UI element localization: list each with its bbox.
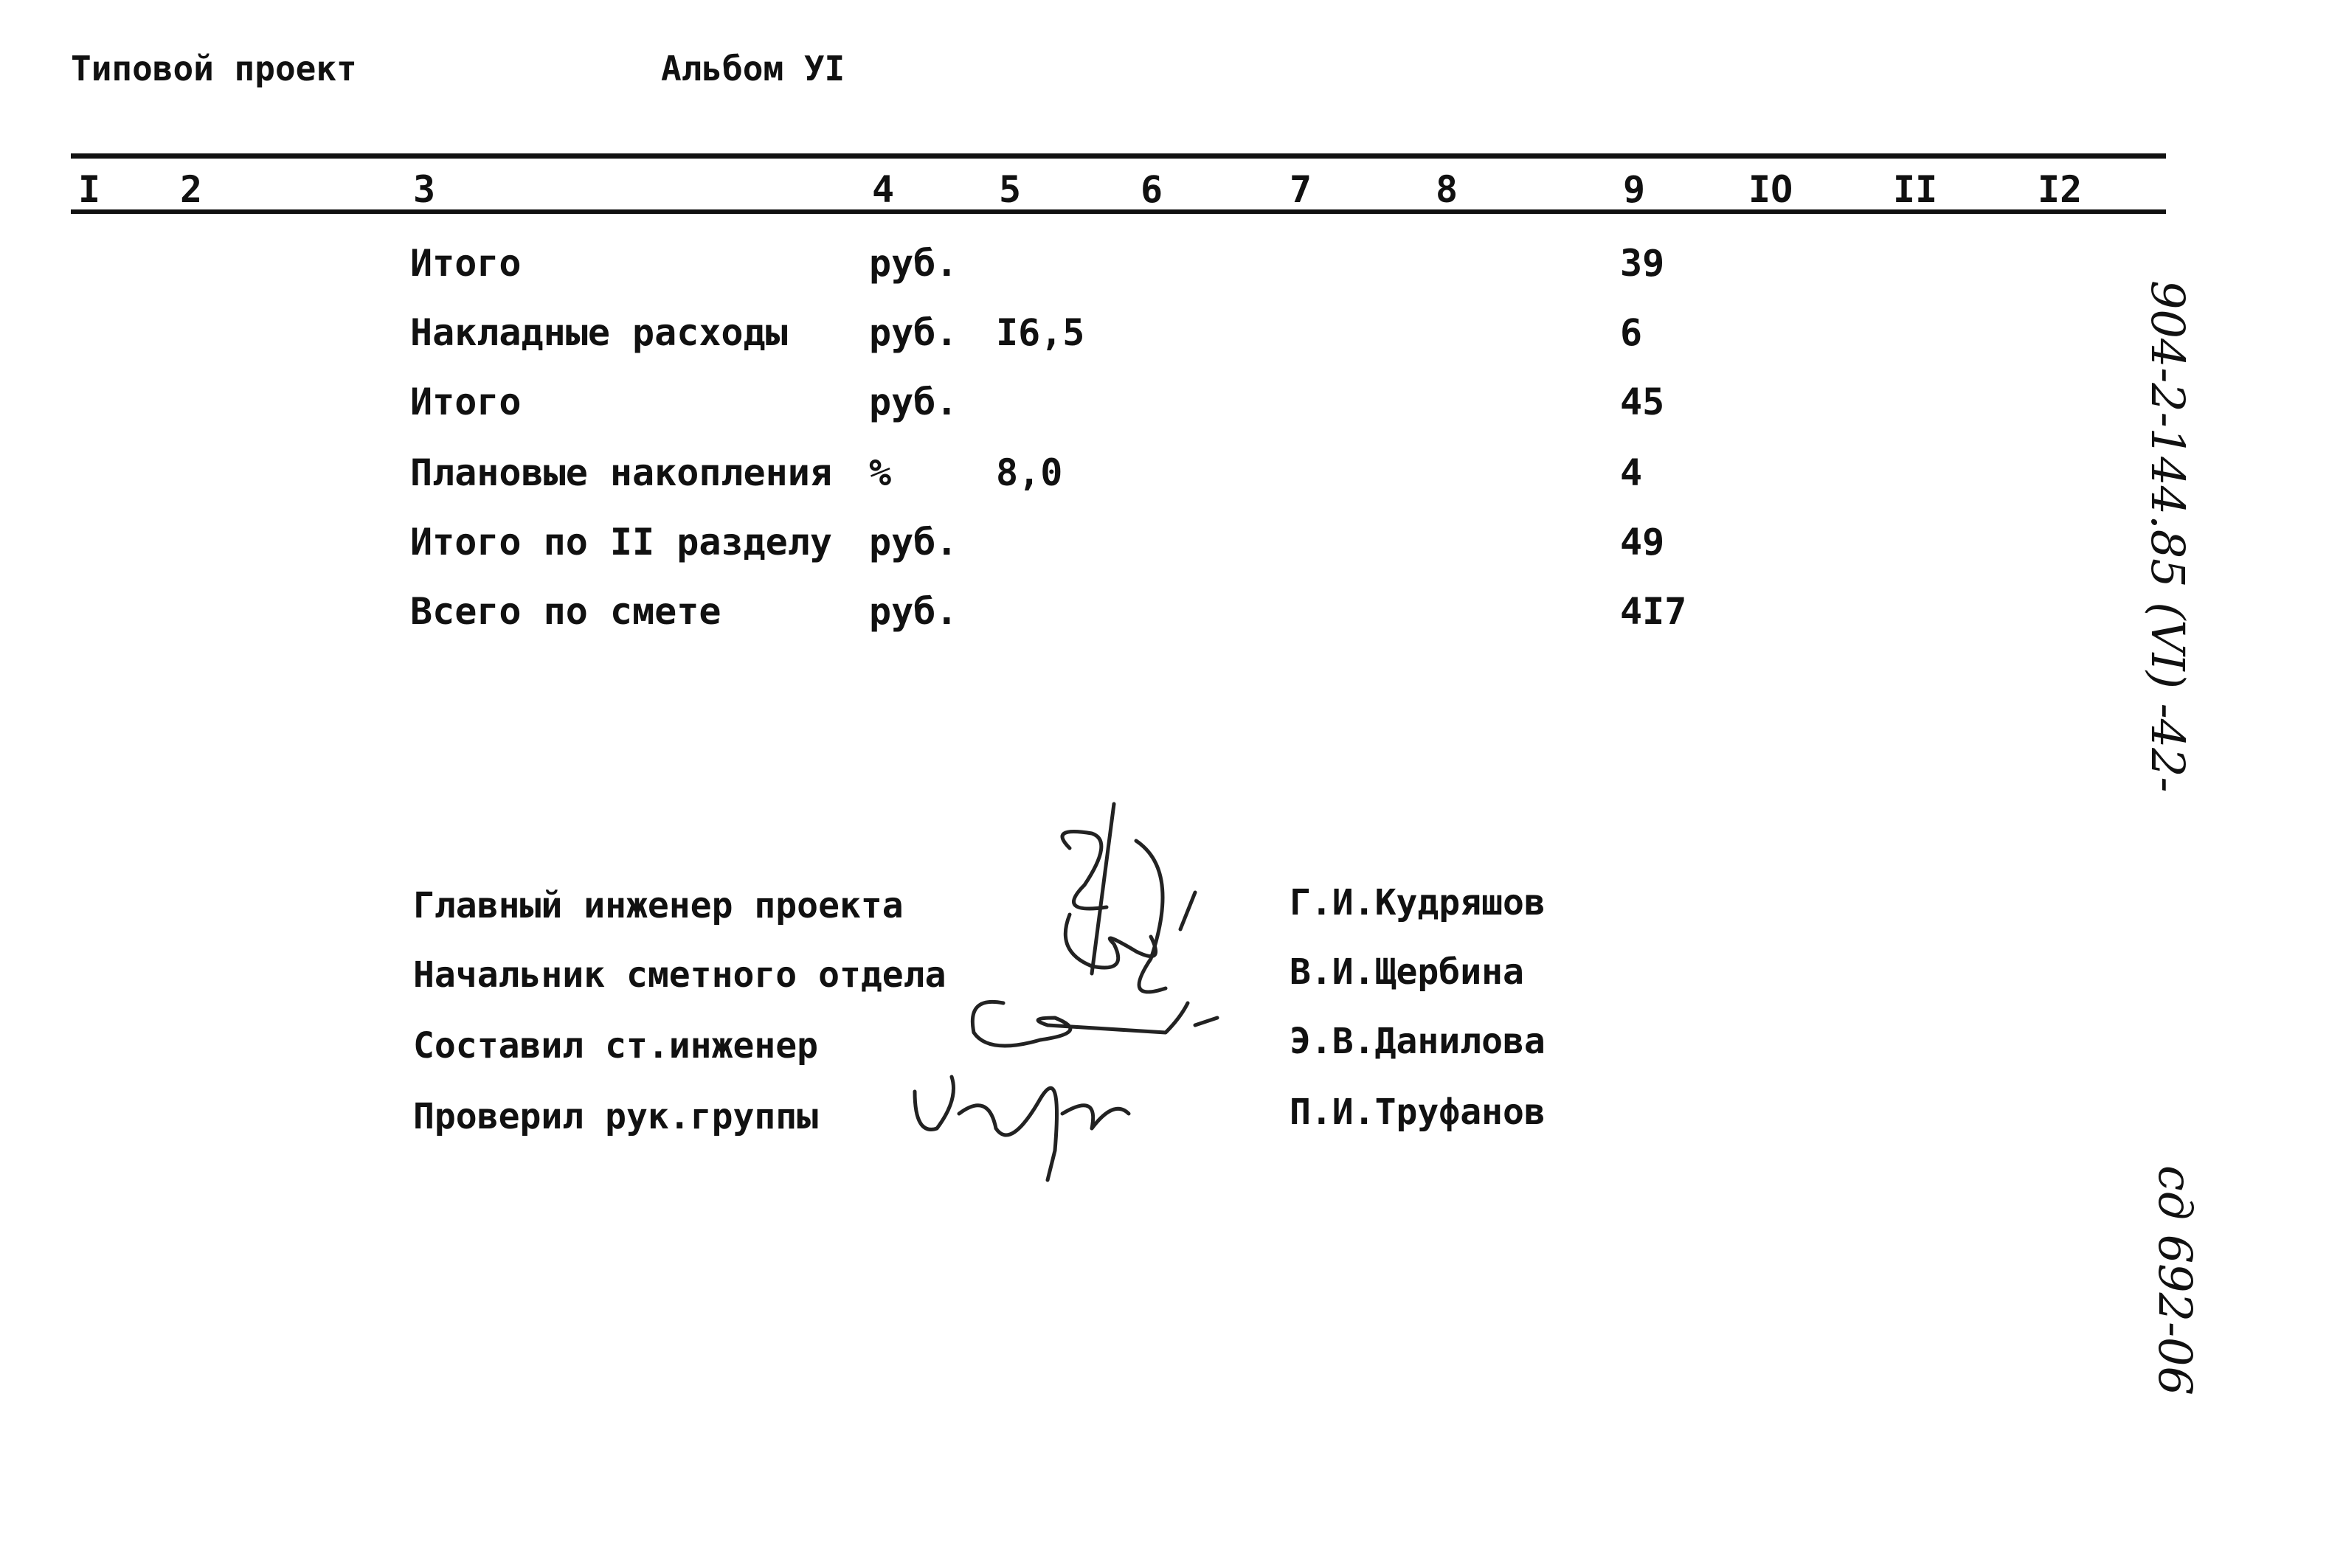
column-number: IO <box>1748 168 1793 211</box>
row-name: Итого <box>410 381 522 423</box>
row-unit: руб. <box>869 381 958 423</box>
table-row <box>0 451 2343 510</box>
document-type-label: Типовой проект <box>71 49 357 89</box>
row-unit: руб. <box>869 590 958 633</box>
signature-scribble <box>915 1077 1129 1180</box>
column-number: I2 <box>2038 168 2083 211</box>
row-name: Итого <box>410 242 522 285</box>
table-row <box>0 590 2343 649</box>
signatory-role: Составил ст.инженер <box>413 1025 819 1066</box>
column-number: 2 <box>180 168 203 211</box>
column-number: 9 <box>1623 168 1646 211</box>
signatory-role: Главный инженер проекта <box>413 885 904 926</box>
table-row <box>0 311 2343 370</box>
column-number: I <box>78 168 101 211</box>
album-label: Альбом УI <box>661 49 845 89</box>
row-amount: 4I7 <box>1620 590 1687 633</box>
signatory-name: Э.В.Данилова <box>1290 1021 1546 1062</box>
table-row <box>0 381 2343 440</box>
row-name: Плановые накопления <box>410 451 832 494</box>
row-name: Всего по смете <box>410 590 721 633</box>
signature-scribble <box>1065 892 1195 968</box>
row-amount: 4 <box>1620 451 1643 494</box>
row-amount: 49 <box>1620 521 1665 563</box>
column-number: 3 <box>413 168 436 211</box>
column-number: II <box>1893 168 1938 211</box>
handwritten-signatures <box>871 782 1284 1210</box>
column-number: 6 <box>1141 168 1163 211</box>
column-number: 7 <box>1290 168 1312 211</box>
row-unit: руб. <box>869 311 958 354</box>
signatory-name: В.И.Щербина <box>1290 951 1524 993</box>
row-unit: % <box>869 451 892 494</box>
signatory-role: Начальник сметного отдела <box>413 954 946 996</box>
column-number: 5 <box>999 168 1022 211</box>
row-rate: I6,5 <box>996 311 1085 354</box>
row-name: Накладные расходы <box>410 311 788 354</box>
table-header-bottom-rule <box>71 209 2166 214</box>
row-unit: руб. <box>869 521 958 563</box>
column-number: 4 <box>872 168 895 211</box>
column-number: 8 <box>1436 168 1458 211</box>
table-row <box>0 521 2343 580</box>
table-top-rule <box>71 153 2166 159</box>
signatory-name: П.И.Труфанов <box>1290 1092 1546 1133</box>
row-name: Итого по II разделу <box>410 521 832 563</box>
row-amount: 45 <box>1620 381 1665 423</box>
signatory-name: Г.И.Кудряшов <box>1290 882 1546 923</box>
registration-number-annotation: сд 692-06 <box>2148 1165 2202 1395</box>
table-row <box>0 242 2343 301</box>
row-rate: 8,0 <box>996 451 1063 494</box>
row-amount: 6 <box>1620 311 1643 354</box>
row-amount: 39 <box>1620 242 1665 285</box>
row-unit: руб. <box>869 242 958 285</box>
signature-scribble <box>972 1002 1217 1046</box>
document-code-annotation: 904-2-144.85 (VI) -42- <box>2141 280 2195 793</box>
signatory-role: Проверил рук.группы <box>413 1096 819 1137</box>
